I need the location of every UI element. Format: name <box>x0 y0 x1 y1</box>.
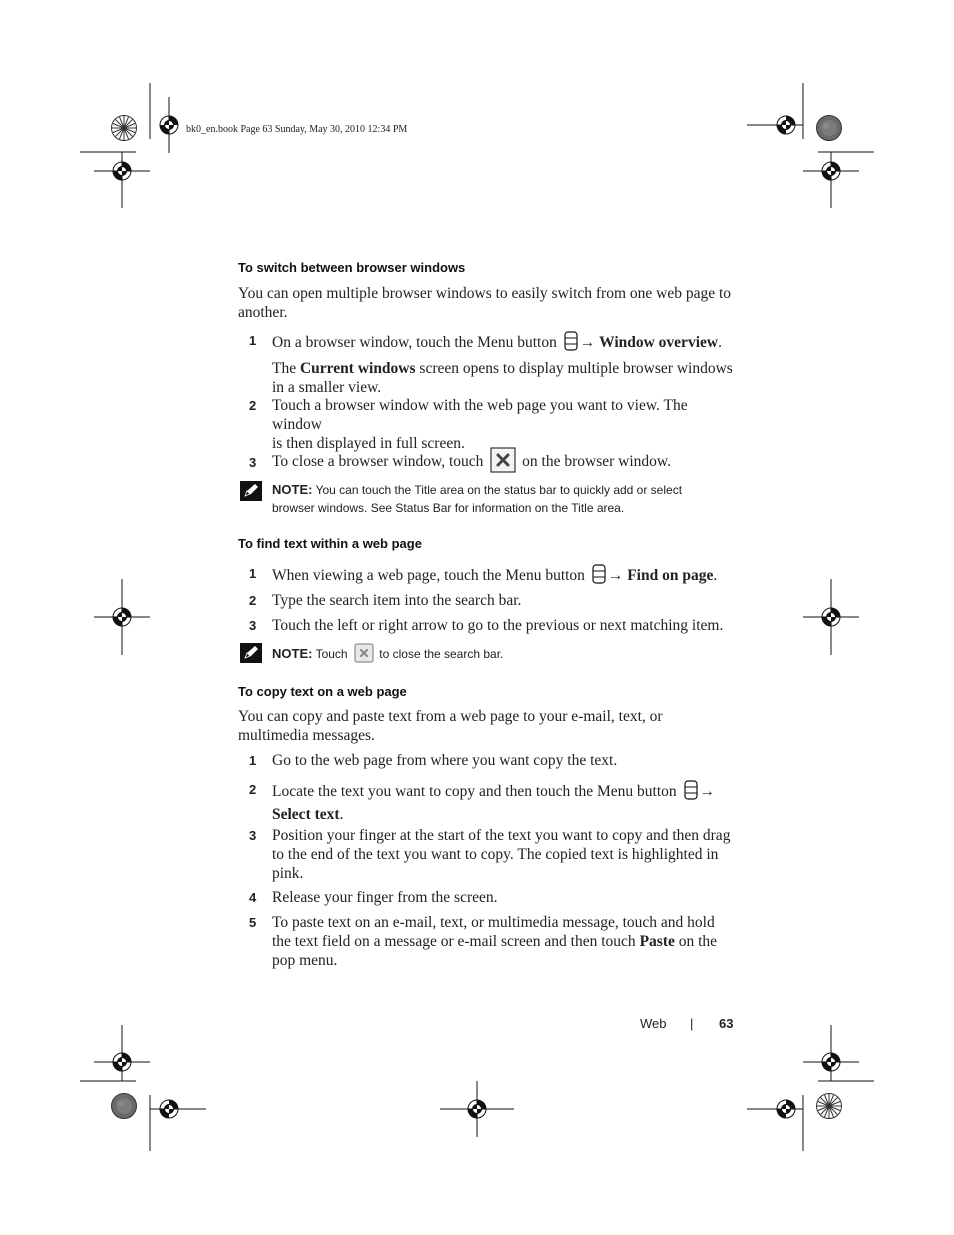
list-item <box>249 751 739 770</box>
print-slug: bk0_en.book Page 63 Sunday, May 30, 2010 12:34 PM <box>186 124 408 135</box>
step-result: The Current windows screen opens to display multiple browser windows in a smaller view. <box>272 360 733 396</box>
list-item <box>249 616 739 635</box>
step-text: Go to the web page from where you want copy the text. <box>272 752 618 769</box>
list-item <box>249 591 739 610</box>
step-number: 1 <box>249 333 257 348</box>
step-number: 1 <box>249 566 257 581</box>
step-text: Touch a browser window with the web page you want to view. The window is then displayed in full screen. <box>272 397 688 452</box>
step-text: Release your finger from the screen. <box>272 889 498 906</box>
step-text: To paste text on an e-mail, text, or multimedia message, touch and hold the text field on a message or e-mail screen and then touch Paste on the pop menu. <box>272 914 718 969</box>
step-number: 2 <box>249 782 257 797</box>
list-item <box>249 913 739 970</box>
list-item <box>249 447 739 478</box>
step-number: 5 <box>249 915 257 930</box>
intro-paragraph: You can copy and paste text from a web page to your e-mail, text, or multimedia messages. <box>238 708 663 744</box>
step-number: 3 <box>249 828 257 843</box>
step-text: Type the search item into the search bar. <box>272 592 522 609</box>
step-number: 3 <box>249 455 257 470</box>
section-title-find-text: To find text within a web page <box>238 536 422 551</box>
list-item <box>249 826 739 883</box>
list-item <box>249 780 739 824</box>
list-item <box>249 888 739 907</box>
clear-search-icon <box>354 643 374 668</box>
step-text: Position your finger at the start of the text you want to copy and then drag to the end of the text you want to copy. The copied text is highlighted in pink. <box>272 827 731 882</box>
list-item <box>249 396 739 453</box>
close-icon <box>490 447 516 478</box>
step-text: On a browser window, touch the Menu button → Window overview. <box>272 331 739 356</box>
step-text: Locate the text you want to copy and then touch the Menu button → Select text. <box>272 780 739 824</box>
menu-button-icon <box>564 331 578 356</box>
intro-paragraph: You can open multiple browser windows to easily switch from one web page to another. <box>238 285 732 321</box>
footer-section-name: Web <box>640 1016 667 1031</box>
step-number: 1 <box>249 753 257 768</box>
list-item <box>249 331 739 397</box>
step-number: 4 <box>249 890 257 905</box>
menu-button-icon <box>592 564 606 589</box>
section-title-switch-windows: To switch between browser windows <box>238 260 466 275</box>
note-block <box>240 643 740 668</box>
note-pencil-icon <box>240 643 262 668</box>
note-block <box>240 481 740 517</box>
step-number: 3 <box>249 618 257 633</box>
step-number: 2 <box>249 593 257 608</box>
footer-separator: | <box>690 1016 694 1031</box>
note-text: NOTE: You can touch the Title area on the status bar to quickly add or select browser windows. See Status Bar for information on the Title area. <box>272 482 683 515</box>
step-text: To close a browser window, touch on the browser window. <box>272 447 739 478</box>
page-number: 63 <box>719 1016 734 1031</box>
section-title-copy-text: To copy text on a web page <box>238 684 407 699</box>
menu-button-icon <box>684 780 698 805</box>
step-text: When viewing a web page, touch the Menu button → Find on page. <box>272 564 739 589</box>
step-number: 2 <box>249 398 257 413</box>
step-text: Touch the left or right arrow to go to the previous or next matching item. <box>272 617 724 634</box>
note-text: NOTE: Touch to close the search bar. <box>272 643 740 668</box>
list-item <box>249 564 739 589</box>
note-pencil-icon <box>240 481 262 506</box>
